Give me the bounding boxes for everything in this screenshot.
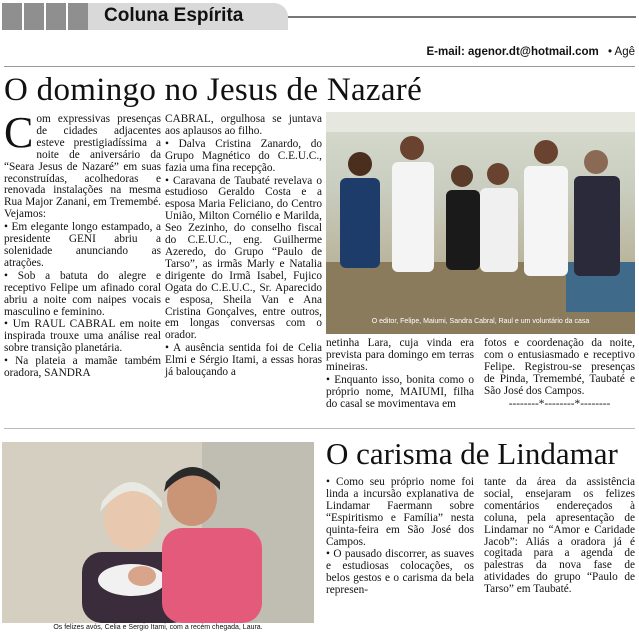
paragraph: • Enquanto isso, bonita como o próprio nome, MAIUMI, filha do casal se movimentava em <box>326 373 474 410</box>
separator-text: --------*--------*-------- <box>508 397 611 410</box>
section-title: Coluna Espírita <box>104 5 244 26</box>
paragraph: • Na plateia a mamãe também oradora, SANDRA <box>4 355 161 380</box>
article1-column-2 <box>165 114 322 380</box>
article2-column-2 <box>484 477 635 597</box>
group-photo-illustration <box>326 112 635 334</box>
paragraph: CABRAL, orgulhosa se juntava aos aplausos ao filho. <box>165 113 322 137</box>
event-photo-caption: O editor, Felipe, Maiumi, Sandra Cabral, Raul e um voluntário da casa <box>371 318 590 325</box>
paragraph: • Sob a batuta do alegre e receptivo Felipe um afinado coral abriu a noite com naipes vocais masculino e feminino. <box>4 269 161 318</box>
author-email: E-mail: agenor.dt@hotmail.com <box>426 46 599 58</box>
grandparents-photo <box>2 442 314 623</box>
paragraph: • Como seu próprio nome foi linda a incursão explanativa de Lindamar Faermann sobre “Espiritismo e Família” nesta quinta-feira em São José dos Campos. <box>326 476 474 548</box>
section-header <box>0 0 639 34</box>
byline <box>426 46 635 58</box>
paragraph: tante da área da assistência social, ensejaram os felizes comentários endereçados à coluna, pela apresentação de Lindamar no “Amor e Caridade Jacob”: Aliás a oradora já é cogitada para a agenda de palestras da nova fase de atividades do grupo “Paulo de Tarso” em Taubaté. <box>484 476 635 596</box>
article2-column-1 <box>326 477 474 598</box>
event-photo <box>326 112 635 334</box>
article1-column-4 <box>484 338 635 411</box>
paragraph: • Caravana de Taubaté revelava o estudioso Geraldo Costa e a esposa Maria Feliciano, do Centro União, Milton Cornélio e Marilda, Seo Zezinho, do conselho fiscal do C.E.U.C., eng. Guilherme Azeredo, do Grupo “Paulo de Tarso”, as irmãs Marly e Natalia dirigente do Irmã Isabel, Fujico Ogata do C.E.U.C., Sr. Aparecido e esposa, Sheila Van e Ana Cristina Gonçalves, entre outros, em longas conversas com o orador. <box>165 174 322 342</box>
drop-cap: C <box>4 108 34 157</box>
paragraph: • Em elegante longo estampado, a presidente GENI abriu a solenidade anunciando as atrações. <box>4 221 161 269</box>
section-divider <box>4 428 635 429</box>
paragraph: om expressivas presenças de cidades adjacentes esteve prestigiadíssima a noite de aniversário da “Seara Jesus de Nazaré” em suas reconstruídas, acolhedoras e renovada instalações na mesma Rua Major Zanani, em Tremembé. Vejamos: <box>4 113 161 221</box>
paragraph: • Um RAUL CABRAL em noite inspirada trouxe uma análise real sobre transição planetária. <box>4 318 161 355</box>
header-decoration <box>2 3 88 30</box>
article1-column-3 <box>326 338 474 411</box>
grandparents-photo-caption: Os felizes avós, Celia e Sergio Itami, com a recém chegada, Laura. <box>53 624 263 631</box>
byline-rule <box>4 66 635 67</box>
paragraph: • Dalva Cristina Zanardo, do Grupo Magnético do C.E.U.C., fazia uma fina recepção. <box>165 137 322 174</box>
article2-headline: O carisma de Lindamar <box>326 436 618 471</box>
paragraph: fotos e coordenação da noite, com o entusiasmado e receptivo Felipe. Registrou-se presenças de Pinda, Tremembé, Taubaté e São José dos Campos. <box>484 337 635 397</box>
paragraph: netinha Lara, cuja vinda era prevista para domingo em terras mineiras. <box>326 337 474 373</box>
header-rule <box>288 16 636 18</box>
paragraph: • A ausência sentida foi de Celia Elmi e Sérgio Itami, a essas horas já balouçando a <box>165 342 322 379</box>
author-name: • Agê <box>607 46 635 58</box>
family-photo-illustration <box>2 442 314 623</box>
paragraph: • O pausado discorrer, as suaves e estudiosas colocações, os belos gestos e o carisma da bela represen- <box>326 548 474 597</box>
article1-headline: O domingo no Jesus de Nazaré <box>4 72 423 108</box>
article1-column-1 <box>4 108 161 381</box>
